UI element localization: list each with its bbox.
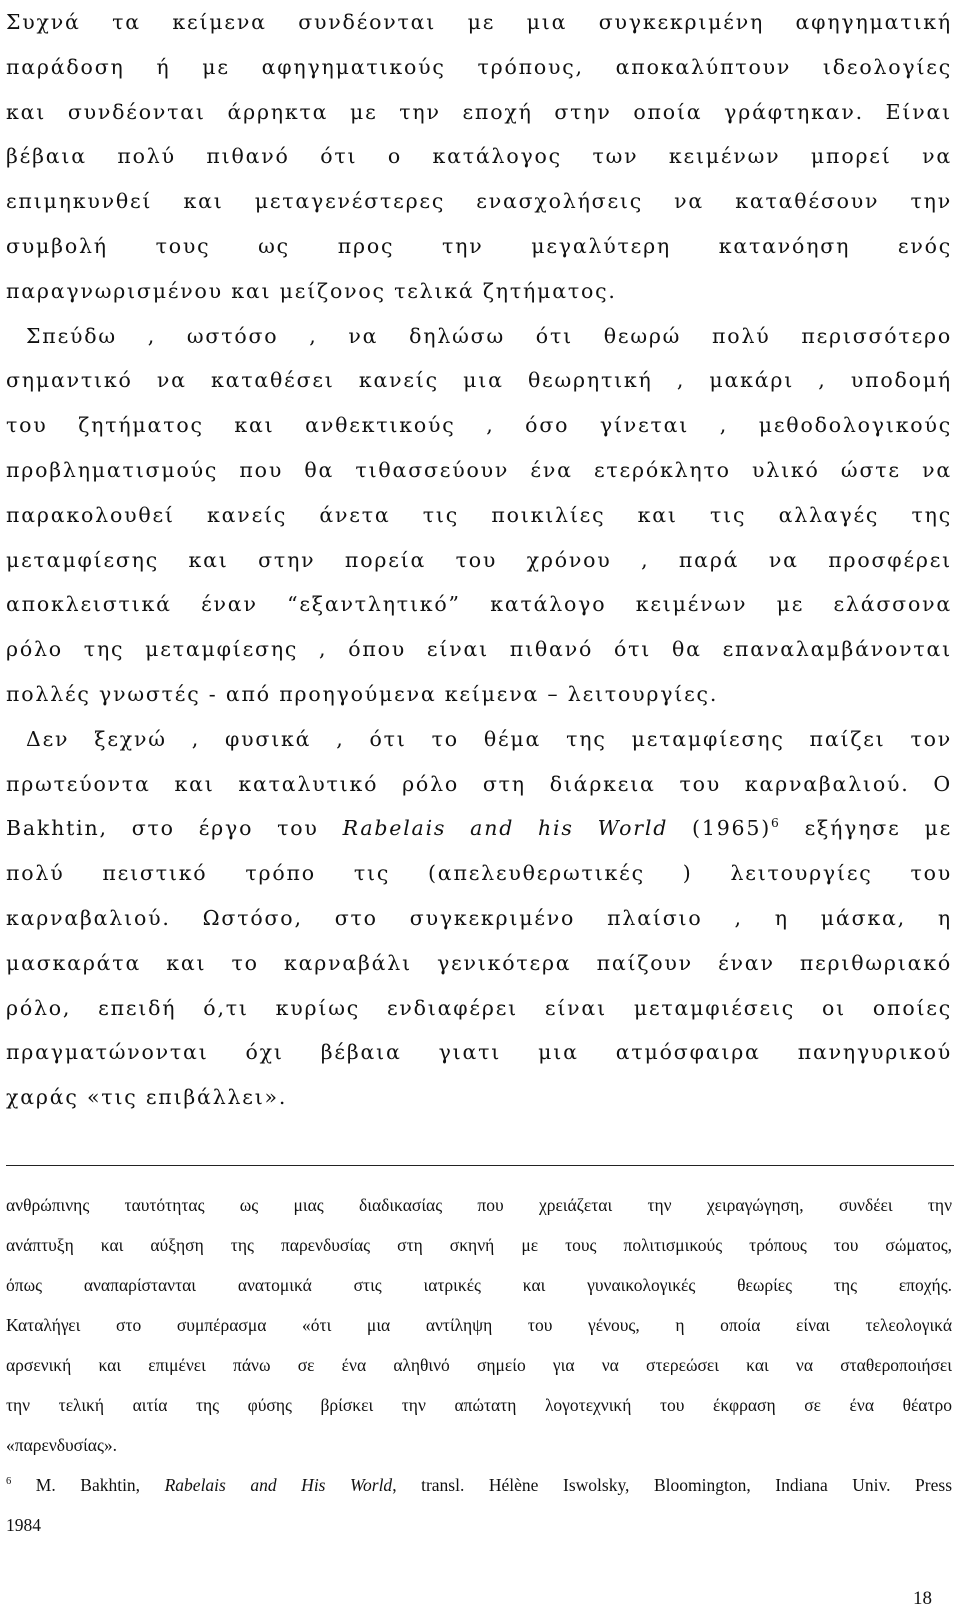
text-line: προβληματισμούς που θα τιθασσεύουν ένα ετερόκλητο υλικό ώστε να <box>6 457 952 482</box>
text-line: Σπεύδω , ωστόσο , να δηλώσω ότι θεωρώ πολύ περισσότερο <box>26 323 952 348</box>
footnote-6 <box>6 1465 952 1505</box>
paragraph-1 <box>6 0 952 314</box>
text-line: χαράς «τις επιβάλλει». <box>6 1085 288 1110</box>
footnote-line: ανάπτυξη και αύξηση της παρενδυσίας στη σκηνή με τους πολιτισμικούς τρόπους του σώματος, <box>6 1235 952 1255</box>
text-line: παρακολουθεί κανείς άνετα τις ποικιλίες και τις αλλαγές της <box>6 502 952 527</box>
text-line: μεταμφίεσης και στην πορεία του χρόνου , παρά να προσφέρει <box>6 547 952 572</box>
text-line: του ζητήματος και ανθεκτικούς , όσο γίνεται , μεθοδολογικούς <box>6 413 952 438</box>
text-line: πολύ πειστικό τρόπο τις (απελευθερωτικές ) λειτουργίες του <box>6 861 952 886</box>
paragraph-2 <box>6 314 952 717</box>
text-line: μασκαράτα και το καρναβάλι γενικότερα παίζουν έναν περιθωριακό <box>6 950 952 975</box>
footnote-author: M. Bakhtin, <box>11 1475 165 1495</box>
text-line: πραγματώνονται όχι βέβαια γιατι μια ατμόσφαιρα πανηγυρικού <box>6 1040 952 1065</box>
text-line: Συχνά τα κείμενα συνδέονται με μια συγκεκριμένη αφηγηματική <box>6 10 952 34</box>
footnote-marker: 6 <box>6 1476 12 1488</box>
book-title: Rabelais and his World <box>342 816 669 841</box>
text-line: ρόλο, επειδή ό,τι κυρίως ενδιαφέρει είναι μεταμφιέσεις οι οποίες <box>6 995 952 1020</box>
footnote-line: ανθρώπινης ταυτότητας ως μιας διαδικασίας που χρειάζεται την χειραγώγηση, συνδέει την <box>6 1195 952 1215</box>
text-line: παραγνωρισμένου και μείζονος τελικά ζητήματος. <box>6 278 617 303</box>
footnote-publication: , transl. Hélène Iswolsky, Bloomington, Indiana Univ. Press <box>392 1475 952 1495</box>
text-line: επιμηκυνθεί και μεταγενέστερες ενασχολήσεις να καταθέσουν την <box>6 189 952 214</box>
text-line: συμβολή τους ως προς την μεγαλύτερη κατανόηση ενός <box>6 233 952 258</box>
text-line: σημαντικό να καταθέσει κανείς μια θεωρητική , μακάρι , υποδομή <box>6 368 952 393</box>
paragraph-3 <box>6 717 952 1120</box>
footnote-line: «παρενδυσίας». <box>6 1435 118 1455</box>
page-number: 18 <box>913 1588 932 1609</box>
main-text <box>6 0 952 1120</box>
text-line: βέβαια πολύ πιθανό ότι ο κατάλογος των κειμένων μπορεί να <box>6 144 952 169</box>
text-line: και συνδέονται άρρηκτα με την εποχή στην οποία γράφτηκαν. Είναι <box>6 99 952 124</box>
text-segment: Bakhtin, στο έργο του <box>6 816 343 841</box>
footnote-divider <box>6 1165 954 1166</box>
footnote-line: όπως αναπαρίστανται ανατομικά στις ιατρικές και γυναικολογικές θεωρίες της εποχής. <box>6 1275 952 1295</box>
text-segment: εξήγησε με <box>780 816 952 841</box>
text-line: πολλές γνωστές - από προηγούμενα κείμενα – λειτουργίες. <box>6 681 719 706</box>
text-line: Δεν ξεχνώ , φυσικά , ότι το θέμα της μεταμφίεσης παίζει τον <box>26 726 952 751</box>
text-line: παράδοση ή με αφηγηματικούς τρόπους, αποκαλύπτουν ιδεολογίες <box>6 54 952 79</box>
text-line-with-citation <box>6 806 952 851</box>
text-line: καρναβαλιού. Ωστόσο, στο συγκεκριμένο πλαίσιο , η μάσκα, η <box>6 905 952 930</box>
footnotes <box>6 1185 952 1545</box>
text-line: πρωτεύοντα και καταλυτικό ρόλο στη διάρκεια του καρναβαλιού. Ο <box>6 771 952 796</box>
text-line: ρόλο της μεταμφίεσης , όπου είναι πιθανό ότι θα επαναλαμβάνονται <box>6 637 952 662</box>
footnote-year: 1984 <box>6 1515 41 1535</box>
footnote-line: Καταλήγει στο συμπέρασμα «ότι μια αντίληψη του γένους, η οποία είναι τελεολογικά <box>6 1315 952 1335</box>
footnote-ref[interactable]: 6 <box>771 816 781 831</box>
text-line: αποκλειστικά έναν “εξαντλητικό” κατάλογο κειμένων με ελάσσονα <box>6 592 952 617</box>
footnote-book-title: Rabelais and His World <box>164 1475 393 1495</box>
footnote-line: την τελική αιτία της φύσης βρίσκει την απώτατη λογοτεχνική του έκφραση σε ένα θέατρο <box>6 1395 952 1415</box>
text-segment: (1965) <box>668 816 772 841</box>
footnote-line: αρσενική και επιμένει πάνω σε ένα αληθινό σημείο για να στερεώσει και να σταθεροποιήσει <box>6 1355 952 1375</box>
